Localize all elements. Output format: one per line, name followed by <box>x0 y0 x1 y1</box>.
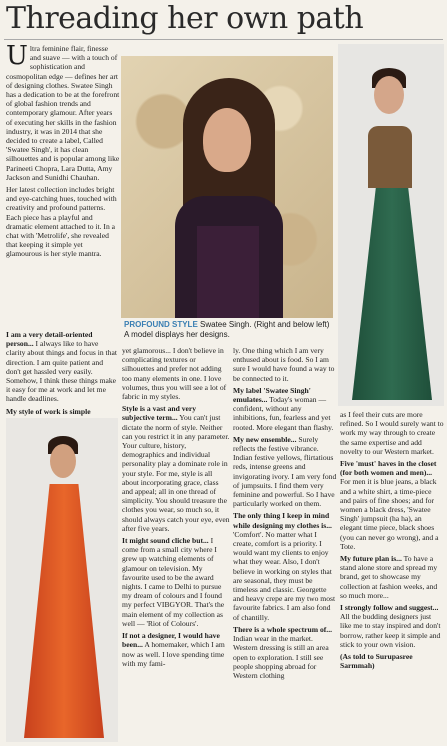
qa-item: There is a whole spectrum of... Indian wear in the market. Western dressing is still an area open to exploration. I still see people shopping abroad for Western clothing <box>233 624 332 680</box>
column-qa-2 <box>122 346 230 744</box>
column-qa-4 <box>340 410 444 744</box>
qa-answer: as I feel their cuts are more refined. So I would surely want to work my way through to create the same expertise and add novelty to our Western market. <box>340 410 444 456</box>
drop-cap: U <box>6 44 28 71</box>
headline-bar <box>0 0 447 38</box>
photo-caption <box>124 320 336 339</box>
qa-item: My label 'Swatee Singh' emulates... Today's woman — confident, without any inhibitions, fun, fearless and yet rooted. More elegant than flashy. <box>233 385 334 432</box>
qa-item: My future plan is... To have a stand alone store and spread my brand, get to showcase my collection at fashion weeks, and so much more... <box>340 554 438 600</box>
caption-text: Swatee Singh. (Right and below left) A model displays her designs. <box>124 320 330 339</box>
qa-question: My style of work is simple <box>6 406 91 416</box>
credit: (As told to Surupasree Sarmmah) <box>340 652 413 671</box>
qa-answer: ly. One thing which I am very enthused about is food. So I am sure I would have found a way to be connected to it. <box>233 346 335 383</box>
qa-item: Five 'must' haves in the closet (for both women and men)... For men it is blue jeans, a black and a white shirt, a time-piece and pairs of fine shoes; and for women a black dress, 'Swatee Singh' jumpsuit (ha ha), an elegant time piece, black shoes (you can never go wrong), and a Tote. <box>340 459 439 551</box>
qa-item: I strongly follow and suggest... All the budding designers just like me to stay inspired and don't borrow, rather keep it simple and stick to your own vision. <box>340 603 441 649</box>
intro-para-1: Ultra feminine flair, finesse and suave — with a touch of sophistication and cosmopolitan edge — defines her art of designing clothes. Swatee Singh has a dedication to be at the forefront of global fashion trends and contemporary glamour. After years of executing her skills in the fashion industry, it was in 2014 that she decided to create a label, Called 'Swatee Singh', it has clean silhouettes and is popular among like Parineeti Chopra, Lara Dutta, Amy Jackson and Sunidhi Chauhan. <box>6 44 120 182</box>
photo-green-gown <box>338 44 444 406</box>
qa-item: If not a designer, I would have been... A homemaker, which I am now as well. I love spending time with my fami- <box>122 631 225 668</box>
divider <box>4 39 443 40</box>
headline: Threading her own path <box>6 1 364 36</box>
column-qa-3 <box>233 346 337 744</box>
intro-para-2: Her latest collection includes bright and eye-catching hues, touched with creativity and profound patterns. Each piece has a playful and dramatic element attached to it. In a chat with 'Metrolife', she revealed that keeping it simple yet glamourous is her style mantra. <box>6 185 117 259</box>
caption-label: PROFOUND STYLE <box>124 320 198 329</box>
qa-item: It might sound cliche but... I come from a small city where I grew up watching elements of glamour on television. My favourite used to be the award nights. I came to Delhi to pursue my dream of colours and I found my perfect VIBGYOR. That's the main element of my collection as well — 'Riot of Colours'. <box>122 536 225 628</box>
qa-item: I am a very detail-oriented person... I always like to have clarity about things and focus in that direction. I am quite patient and don't get hassled very easily. Somehow, I think these things make it easy for me at work and let me handle deadlines. <box>6 330 117 404</box>
column-qa-1 <box>6 330 118 418</box>
qa-item: Style is a vast and very subjective term... You can't just dictate the norm of style. Neither can you restrict it in any parameter. Your culture, history, demographics and individual personality play a dominate role in your style. For me, style is all about incorporating grace, class and appeal; all in one thread of simplicity. You should treasure the clothes you wear, so much so, it should always catch your eye, even after five years. <box>122 404 230 533</box>
qa-item: The only thing I keep in mind while designing my clothes is... 'Comfort'. No matter what I create, comfort is a priority. I would want my clients to enjoy what they wear. Also, I don't believe in working on styles that are seasonal, they must be timeless and classic. Georgette and heavy crepe are my two most favourite fabrics. I am also fond of chantilly. <box>233 511 336 622</box>
photo-orange-gown <box>6 418 118 742</box>
qa-item: My new ensemble... Surely reflects the festive vibrance. Indian festive yellows, flirtatious reds, intense greens and invigorating ivory. I am very fond of jumpsuits. I find them very feminine and powerful. So I have particularly worked on them. <box>233 434 337 509</box>
photo-designer <box>121 56 333 318</box>
qa-answer: yet glamorous... I don't believe in complicating textures or silhouettes and prefer not adding too many elements in one. I love volumes, thus you will see a lot of fabric in my styles. <box>122 346 227 402</box>
